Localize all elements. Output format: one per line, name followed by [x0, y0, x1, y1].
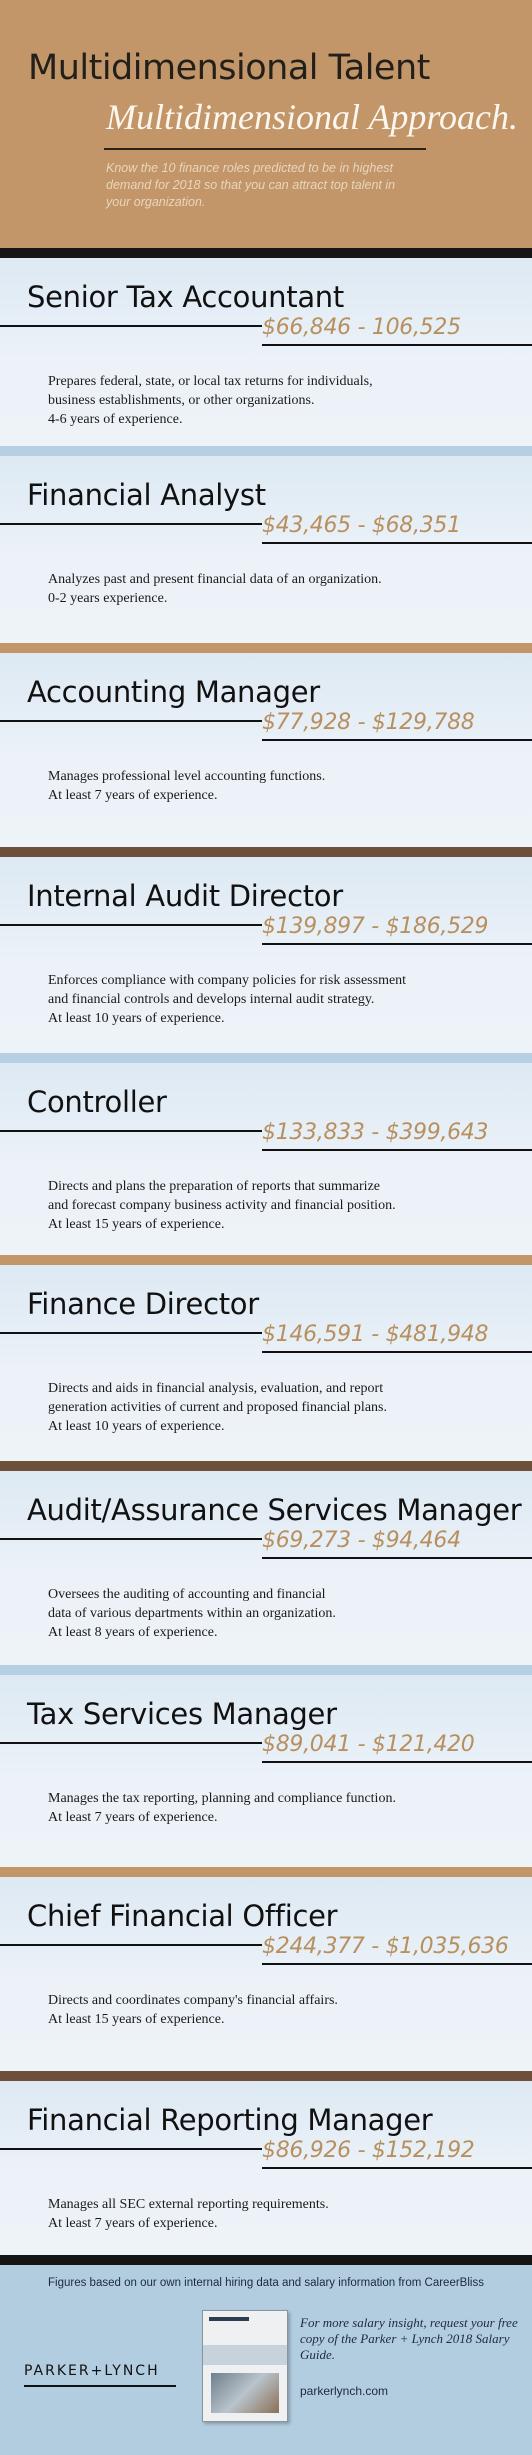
- role-description: [48, 570, 458, 608]
- role-title: Finance Director: [27, 1287, 259, 1321]
- separator: [0, 1867, 532, 1877]
- separator: [0, 1461, 532, 1471]
- description-line: At least 10 years of experience.: [48, 1419, 225, 1434]
- description-line: At least 8 years of experience.: [48, 1625, 218, 1640]
- role-title: Financial Analyst: [27, 478, 266, 512]
- salary-underline: [262, 1761, 532, 1763]
- separator: [0, 446, 532, 456]
- salary-range: $77,928 - $129,788: [262, 710, 475, 735]
- cover-band: [203, 2345, 287, 2365]
- parker-lynch-logo: PARKER+LYNCH: [24, 2363, 160, 2379]
- salary-underline: [262, 542, 532, 544]
- role-description: [48, 1379, 458, 1436]
- cover-header: [209, 2317, 249, 2321]
- role-card: [0, 2081, 532, 2255]
- role-description: [48, 1177, 458, 1234]
- description-line: At least 15 years of experience.: [48, 2012, 225, 2027]
- salary-underline: [262, 1557, 532, 1559]
- role-card: [0, 653, 532, 847]
- title-underline: [0, 1944, 262, 1946]
- source-note: Figures based on our own internal hiring data and salary information from CareerBliss: [48, 2277, 484, 2289]
- salary-range: $244,377 - $1,035,636: [262, 1934, 509, 1959]
- role-card: [0, 857, 532, 1053]
- role-title: Tax Services Manager: [27, 1697, 337, 1731]
- title-underline: [0, 523, 262, 525]
- role-description: [48, 1991, 458, 2029]
- separator: [0, 1053, 532, 1063]
- role-description: [48, 2195, 458, 2233]
- description-line: Analyzes past and present financial data of an organization.: [48, 572, 382, 587]
- description-line: At least 10 years of experience.: [48, 1011, 225, 1026]
- description-line: At least 15 years of experience.: [48, 1217, 225, 1232]
- role-title: Audit/Assurance Services Manager: [27, 1493, 522, 1527]
- role-card: [0, 456, 532, 643]
- salary-underline: [262, 344, 532, 346]
- role-card: [0, 1675, 532, 1867]
- role-title: Accounting Manager: [27, 675, 320, 709]
- description-line: Directs and coordinates company's financial affairs.: [48, 1993, 338, 2008]
- promo-text: For more salary insight, request your free copy of the Parker + Lynch 2018 Salary Guide.: [300, 2315, 518, 2362]
- description-line: 0-2 years experience.: [48, 591, 168, 606]
- title-underline: [0, 2148, 262, 2150]
- salary-range: $146,591 - $481,948: [262, 1322, 489, 1347]
- salary-underline: [262, 1963, 532, 1965]
- description-line: Enforces compliance with company policies for risk assessment: [48, 973, 407, 988]
- footer: [0, 2265, 532, 2455]
- description-line: Prepares federal, state, or local tax returns for individuals,: [48, 374, 373, 389]
- description-line: At least 7 years of experience.: [48, 2216, 218, 2231]
- description-line: Oversees the auditing of accounting and financial: [48, 1587, 326, 1602]
- separator: [0, 847, 532, 857]
- salary-range: $69,273 - $94,464: [262, 1528, 461, 1553]
- title-underline: [0, 720, 262, 722]
- title-underline: [0, 1332, 262, 1334]
- title-underline: [0, 1742, 262, 1744]
- description-line: and financial controls and develops internal audit strategy.: [48, 992, 375, 1007]
- role-title: Internal Audit Director: [27, 879, 343, 913]
- role-description: [48, 1585, 458, 1642]
- header-description: Know the 10 finance roles predicted to be in highest demand for 2018 so that you can attract top talent in your organization.: [106, 161, 396, 209]
- salary-underline: [262, 2167, 532, 2169]
- role-card: [0, 1877, 532, 2071]
- separator: [0, 2255, 532, 2265]
- role-title: Senior Tax Accountant: [27, 280, 344, 314]
- separator: [0, 643, 532, 653]
- description-line: Manages all SEC external reporting requirements.: [48, 2197, 329, 2212]
- logo-underline: [24, 2385, 176, 2387]
- salary-underline: [262, 1351, 532, 1353]
- salary-range: $139,897 - $186,529: [262, 914, 489, 939]
- role-title: Chief Financial Officer: [27, 1899, 338, 1933]
- salary-guide-cover-image: [202, 2310, 288, 2422]
- description-line: Directs and aids in financial analysis, evaluation, and report: [48, 1381, 384, 1396]
- title-underline: [0, 1538, 262, 1540]
- role-card: [0, 1471, 532, 1665]
- website-link[interactable]: parkerlynch.com: [300, 2384, 389, 2398]
- salary-range: $86,926 - $152,192: [262, 2138, 475, 2163]
- title-underline: [0, 325, 262, 327]
- separator: [0, 1665, 532, 1675]
- title-underline: [0, 924, 262, 926]
- role-card: [0, 258, 532, 446]
- role-card: [0, 1063, 532, 1255]
- header-divider: [104, 148, 426, 150]
- role-description: [48, 971, 458, 1028]
- description-line: 4-6 years of experience.: [48, 412, 183, 427]
- salary-underline: [262, 739, 532, 741]
- main-title: Multidimensional Talent: [28, 48, 430, 88]
- description-line: Directs and plans the preparation of reports that summarize: [48, 1179, 380, 1194]
- description-line: business establishments, or other organizations.: [48, 393, 315, 408]
- role-description: [48, 372, 458, 429]
- role-description: [48, 1789, 458, 1827]
- separator: [0, 1255, 532, 1265]
- description-line: data of various departments within an organization.: [48, 1606, 336, 1621]
- description-line: Manages professional level accounting functions.: [48, 769, 326, 784]
- salary-underline: [262, 1149, 532, 1151]
- description-line: Manages the tax reporting, planning and compliance function.: [48, 1791, 396, 1806]
- role-title: Financial Reporting Manager: [27, 2103, 433, 2137]
- header: [0, 0, 532, 248]
- description-line: and forecast company business activity and financial position.: [48, 1198, 396, 1213]
- salary-underline: [262, 943, 532, 945]
- salary-range: $89,041 - $121,420: [262, 1732, 475, 1757]
- cover-photo: [211, 2373, 279, 2413]
- description-line: At least 7 years of experience.: [48, 1810, 218, 1825]
- description-line: At least 7 years of experience.: [48, 788, 218, 803]
- description-line: generation activities of current and proposed financial plans.: [48, 1400, 387, 1415]
- salary-range: $43,465 - $68,351: [262, 513, 461, 538]
- separator: [0, 248, 532, 258]
- subtitle: Multidimensional Approach.: [106, 97, 518, 137]
- title-underline: [0, 1130, 262, 1132]
- role-card: [0, 1265, 532, 1461]
- role-title: Controller: [27, 1085, 167, 1119]
- salary-range: $133,833 - $399,643: [262, 1120, 489, 1145]
- salary-range: $66,846 - 106,525: [262, 315, 461, 340]
- role-description: [48, 767, 458, 805]
- separator: [0, 2071, 532, 2081]
